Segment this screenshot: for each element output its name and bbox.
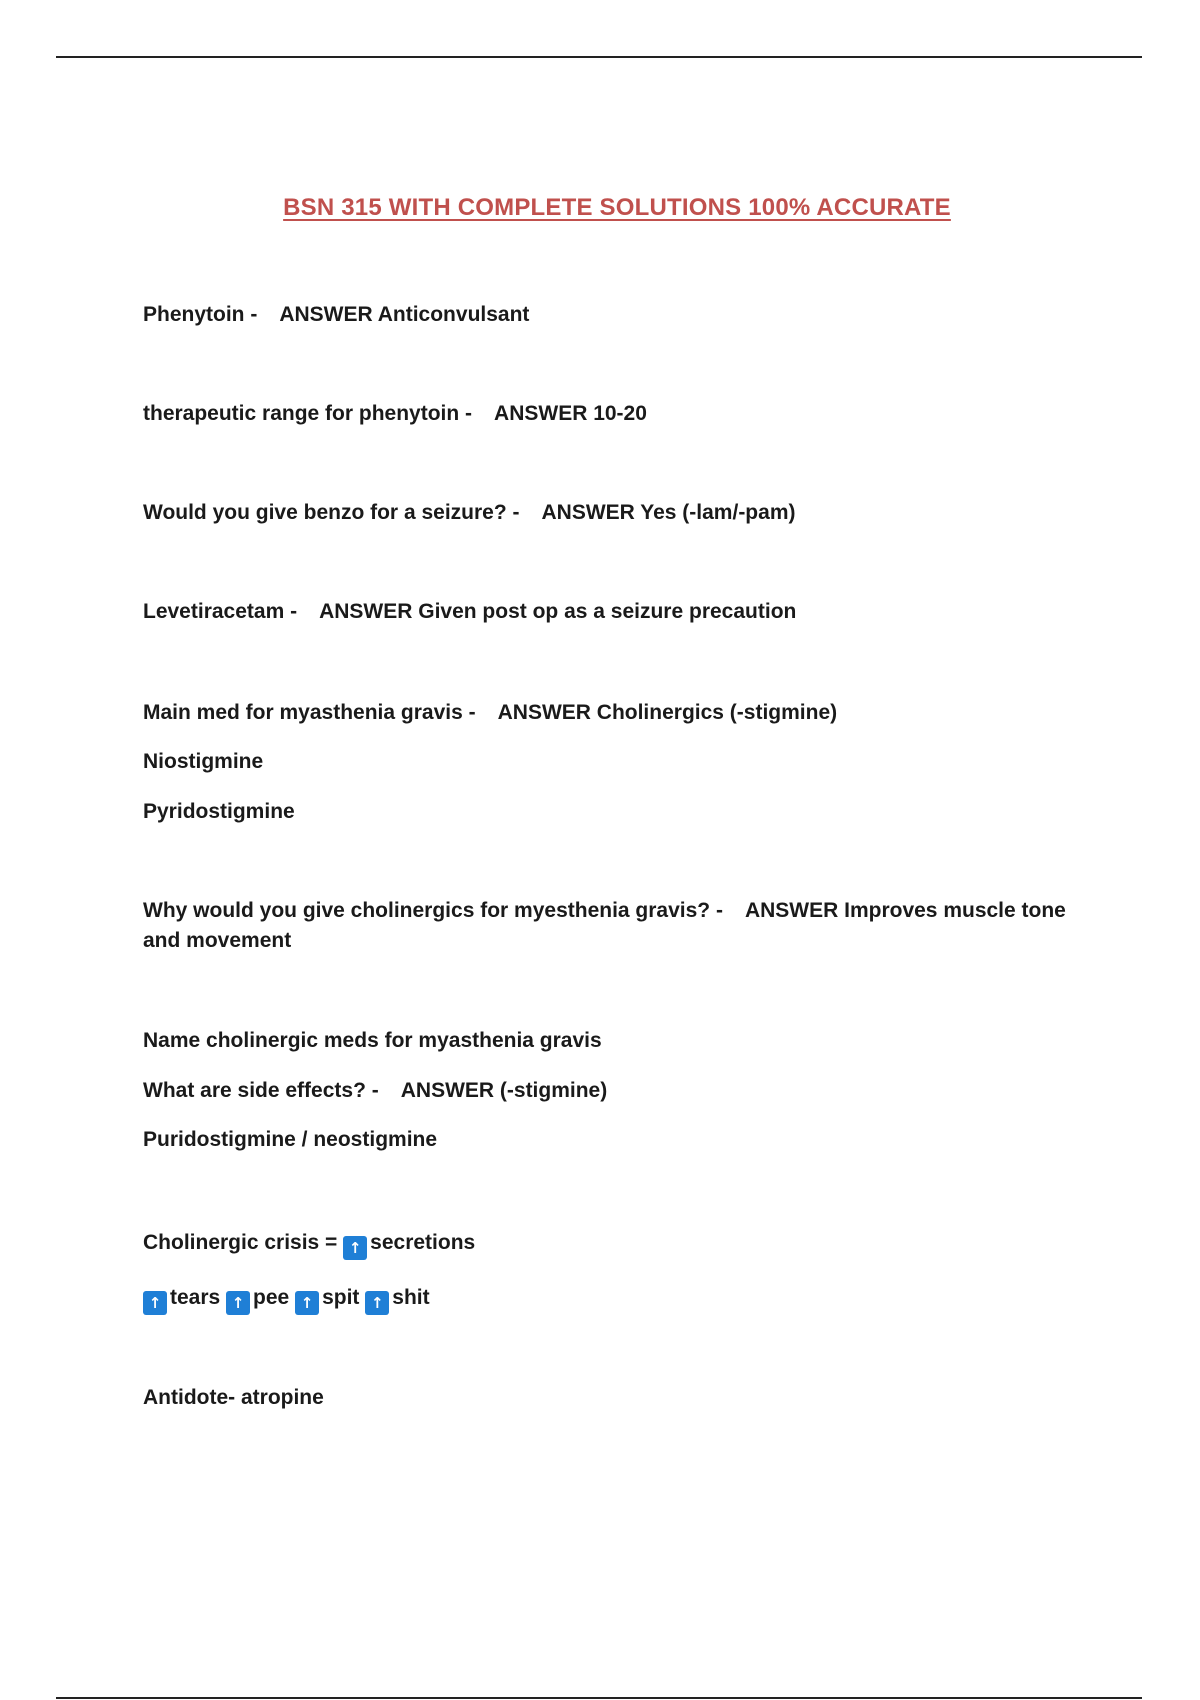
- answer-text: ANSWER Cholinergics (-stigmine): [497, 701, 838, 724]
- up-arrow-icon: [295, 1291, 319, 1315]
- med-name-pyridostigmine: Pyridostigmine: [143, 800, 295, 823]
- question-text: Main med for myasthenia gravis -: [143, 701, 476, 724]
- crisis-symptoms-line: [143, 1283, 1083, 1315]
- answer-text: ANSWER Anticonvulsant: [279, 303, 530, 326]
- bottom-rule: [56, 1697, 1142, 1699]
- symptom-pee: pee: [253, 1286, 290, 1309]
- up-arrow-icon: [343, 1236, 367, 1260]
- name-meds-line: Name cholinergic meds for myasthenia gravis: [143, 1029, 602, 1052]
- up-arrow-icon: [226, 1291, 250, 1315]
- symptom-tears: tears: [170, 1286, 221, 1309]
- answer-text: ANSWER 10-20: [494, 402, 647, 425]
- answer-text: ANSWER Improves muscle tone and movement: [143, 899, 1066, 952]
- question-text: Why would you give cholinergics for myesthenia gravis? -: [143, 899, 723, 922]
- crisis-label: Cholinergic crisis =: [143, 1231, 338, 1254]
- answer-text: ANSWER Given post op as a seizure precaution: [319, 600, 797, 623]
- symptom-spit: spit: [322, 1286, 360, 1309]
- crisis-secretions: secretions: [370, 1231, 476, 1254]
- qa-item-benzo: [143, 498, 1083, 528]
- top-rule: [56, 56, 1142, 58]
- question-text: Would you give benzo for a seizure? -: [143, 501, 520, 524]
- qa-item-why-cholinergics: [143, 896, 1083, 956]
- antidote-line: Antidote- atropine: [143, 1386, 324, 1409]
- symptom-shit: shit: [392, 1286, 430, 1309]
- qa-item-side-effects: [143, 1076, 1083, 1106]
- answer-text: ANSWER (-stigmine): [400, 1079, 608, 1102]
- qa-item-phenytoin: [143, 300, 1083, 330]
- cholinergic-crisis-line: [143, 1228, 1083, 1260]
- question-text: Levetiracetam -: [143, 600, 298, 623]
- med-name-niostigmine: Niostigmine: [143, 750, 264, 773]
- up-arrow-icon: [143, 1291, 167, 1315]
- document-title: BSN 315 WITH COMPLETE SOLUTIONS 100% ACCURATE: [283, 194, 951, 221]
- qa-item-therapeutic-range: [143, 399, 1083, 429]
- question-text: therapeutic range for phenytoin -: [143, 402, 473, 425]
- qa-item-levetiracetam: [143, 597, 1083, 627]
- question-text: Phenytoin -: [143, 303, 258, 326]
- qa-item-main-med: [143, 698, 1083, 728]
- up-arrow-icon: [365, 1291, 389, 1315]
- question-text: What are side effects? -: [143, 1079, 379, 1102]
- med-names-line: Puridostigmine / neostigmine: [143, 1128, 438, 1151]
- answer-text: ANSWER Yes (-lam/-pam): [541, 501, 796, 524]
